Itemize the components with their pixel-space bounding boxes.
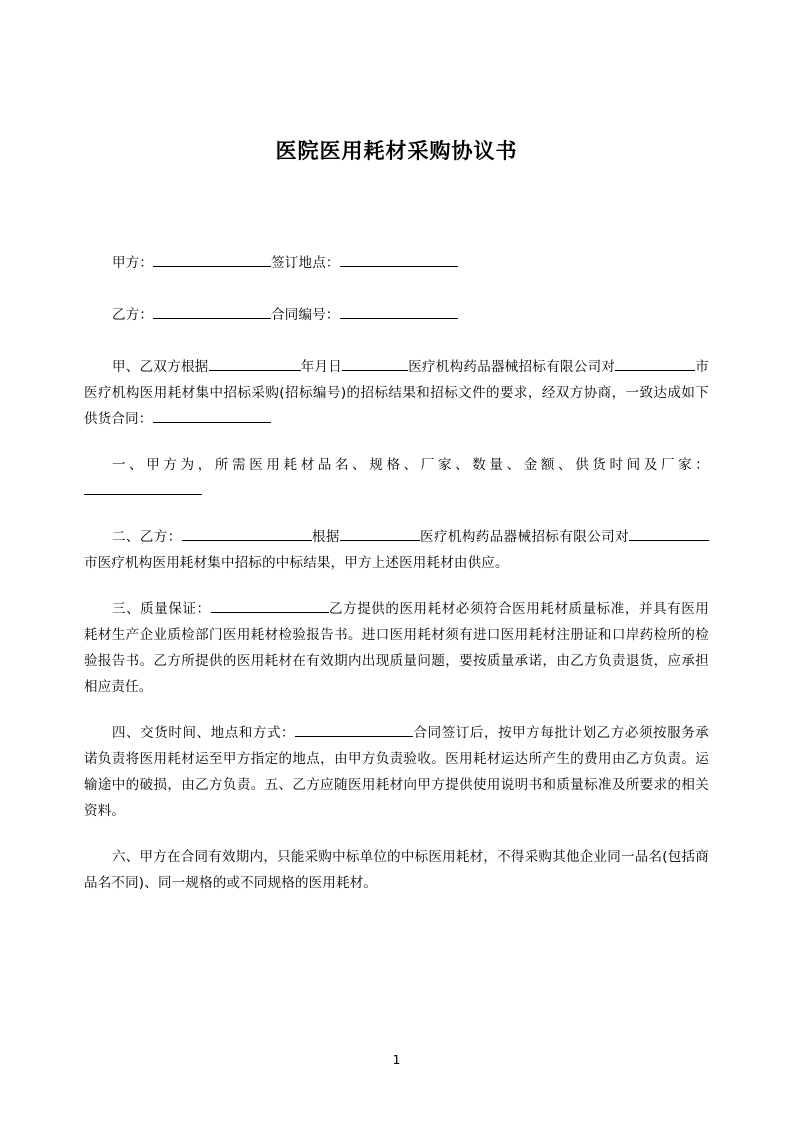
contract-no-blank[interactable] xyxy=(340,304,458,319)
preamble-seg-4: 市医疗机构医用耗材集中招标采购(招标编号)的招标结果和招标文件的要求，经双方协商，一致达成如下供货合同： xyxy=(84,359,710,428)
paragraph-clause-3 xyxy=(84,596,709,700)
sign-place-label: 签订地点： xyxy=(271,255,340,272)
clause-2-seg-1: 二、乙方： xyxy=(112,529,182,546)
paragraph-clause-6 xyxy=(84,844,709,896)
page-title: 医院医用耗材采购协议书 xyxy=(275,139,518,163)
party-a-label: 甲方： xyxy=(112,255,154,272)
party-b-label: 乙方： xyxy=(112,307,154,324)
preamble-blank-2[interactable] xyxy=(342,356,408,371)
clause-2-seg-4: 市医疗机构医用耗材集中招标的中标结果，甲方上述医用耗材由供应。 xyxy=(84,555,509,572)
contract-no-label: 合同编号： xyxy=(271,307,340,324)
clause-2-blank-1[interactable] xyxy=(182,526,312,541)
preamble-seg-3: 医疗机构药品器械招标有限公司对 xyxy=(408,359,616,376)
paragraph-clause-2 xyxy=(84,524,709,576)
clause-1-text: 一、甲方为，所需医用耗材品名、规格、厂家、数量、金额、供货时间及厂家： xyxy=(112,457,709,474)
paragraph-clause-1 xyxy=(84,452,709,504)
clause-4-seg-2: 合同签订后，按甲方每批计划乙方必须按服务承诺负责将医用耗材运至甲方指定的地点，由甲方负责验收。医用耗材运达所产生的费用由乙方负责。运输途中的破损，由乙方负责。五、乙方应随医用耗材向甲方提供使用说明书和质量标准及所要求的相关资料。 xyxy=(84,725,710,820)
clause-3-blank-1[interactable] xyxy=(211,598,329,613)
document-body xyxy=(0,250,793,896)
clause-2-blank-3[interactable] xyxy=(629,526,709,541)
preamble-blank-1[interactable] xyxy=(209,356,301,371)
clause-1-blank[interactable] xyxy=(84,480,202,495)
clause-3-seg-1: 三、质量保证： xyxy=(112,601,211,618)
party-a-line xyxy=(84,250,709,276)
preamble-seg-1: 甲、乙双方根据 xyxy=(112,359,209,376)
paragraph-clause-4 xyxy=(84,720,709,824)
page-number: 1 xyxy=(392,1052,401,1067)
party-b-line xyxy=(84,302,709,328)
party-b-blank[interactable] xyxy=(153,304,271,319)
preamble-blank-3[interactable] xyxy=(615,356,695,371)
clause-2-seg-2: 根据 xyxy=(311,529,340,546)
paragraph-preamble xyxy=(84,354,709,432)
clause-4-blank-1[interactable] xyxy=(295,722,413,737)
clause-3-seg-2: 乙方提供的医用耗材必须符合医用耗材质量标准，并具有医用耗材生产企业质检部门医用耗材检验报告书。进口医用耗材须有进口医用耗材注册证和口岸药检所的检验报告书。乙方所提供的医用耗材在有效期内出现质量问题，要按质量承诺，由乙方负责退货，应承担相应责任。 xyxy=(84,601,709,696)
preamble-blank-4[interactable] xyxy=(153,408,271,423)
clause-4-seg-1: 四、交货时间、地点和方式： xyxy=(112,725,296,742)
party-a-blank[interactable] xyxy=(153,252,271,267)
sign-place-blank[interactable] xyxy=(340,252,458,267)
preamble-seg-2: 年月日 xyxy=(300,359,343,376)
clause-6-text: 六、甲方在合同有效期内，只能采购中标单位的中标医用耗材，不得采购其他企业同一品名(包括商品名不同)、同一规格的或不同规格的医用耗材。 xyxy=(84,849,709,892)
clause-2-blank-2[interactable] xyxy=(340,526,420,541)
clause-2-seg-3: 医疗机构药品器械招标有限公司对 xyxy=(419,529,630,546)
